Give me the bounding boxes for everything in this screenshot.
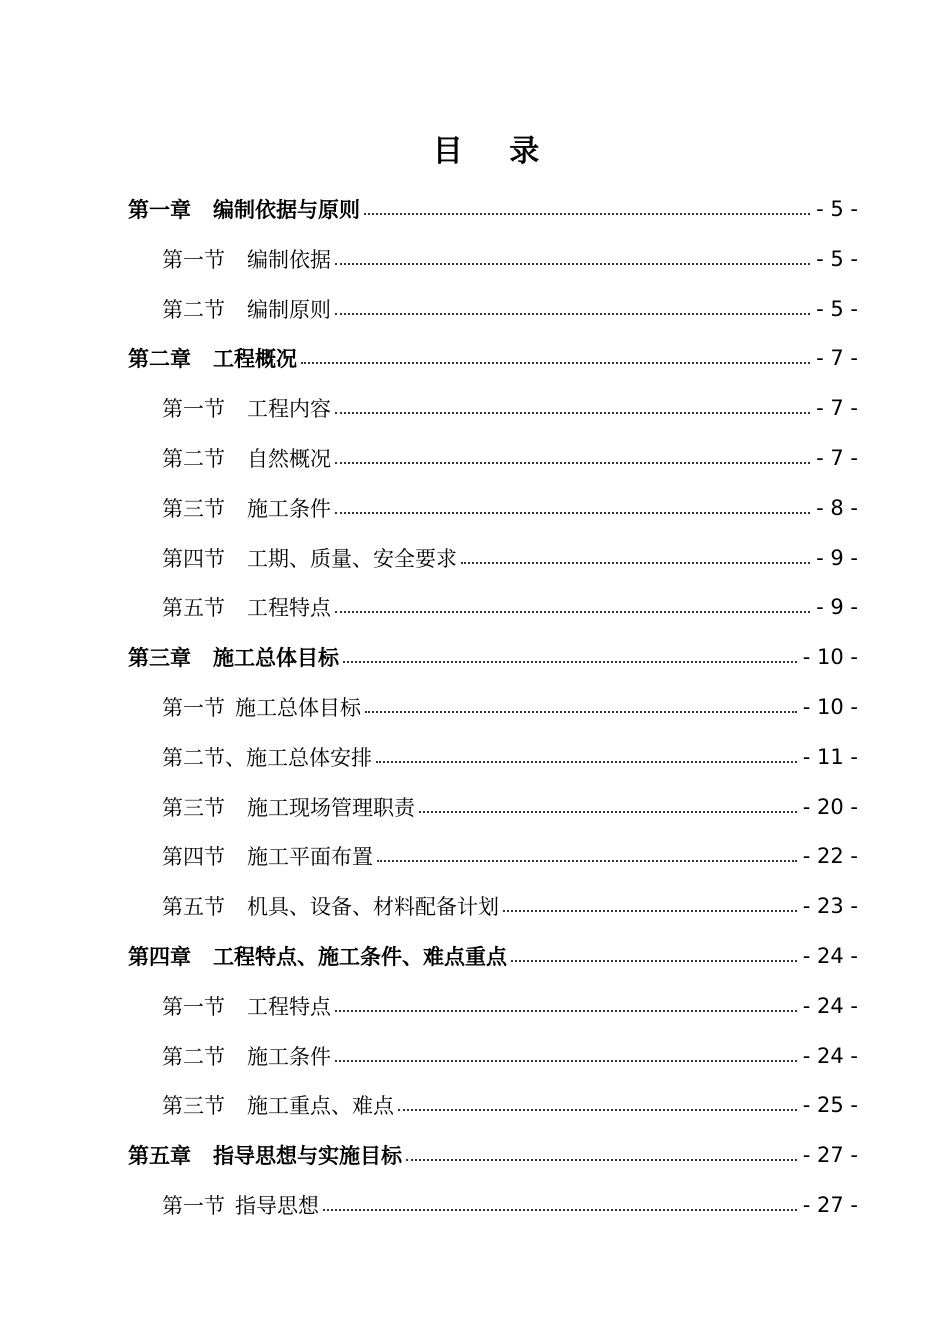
toc-dot-leader bbox=[406, 1159, 797, 1161]
toc-entry-label bbox=[128, 194, 360, 224]
toc-entry-page: - 10 - bbox=[802, 645, 858, 670]
toc-entry-section[interactable] bbox=[162, 682, 858, 732]
toc-entry-title: 编制依据与原则 bbox=[213, 198, 360, 222]
toc-entry-label bbox=[162, 493, 331, 523]
toc-entry-page: - 5 - bbox=[816, 246, 858, 271]
toc-entry-page: - 9 - bbox=[816, 545, 858, 570]
toc-entry-number: 第四章 bbox=[128, 945, 191, 969]
toc-entry-page: - 5 - bbox=[816, 197, 858, 221]
toc-entry-section[interactable] bbox=[162, 831, 858, 881]
toc-entry-page: - 7 - bbox=[816, 446, 858, 470]
toc-entry-section[interactable] bbox=[162, 483, 858, 533]
toc-entry-title: 施工总体安排 bbox=[246, 745, 372, 770]
toc-entry-section[interactable] bbox=[162, 1080, 858, 1130]
toc-entry-section[interactable] bbox=[162, 881, 858, 931]
toc-dot-leader bbox=[335, 412, 810, 414]
toc-entry-label bbox=[162, 891, 499, 921]
toc-entry-title: 施工条件 bbox=[247, 496, 331, 521]
toc-entry-section[interactable] bbox=[162, 284, 858, 334]
toc-entry-page: - 11 - bbox=[802, 744, 858, 769]
page-title: 目 录 bbox=[432, 134, 558, 169]
toc-entry-title: 编制依据 bbox=[247, 247, 331, 272]
toc-entry-label bbox=[162, 244, 331, 274]
toc-entry-section[interactable] bbox=[162, 1031, 858, 1081]
toc-entry-number: 第四节 bbox=[162, 546, 225, 571]
toc-entry-section[interactable] bbox=[162, 732, 858, 782]
toc-entry-number: 第二节 bbox=[162, 297, 225, 322]
toc-entry-number: 第五章 bbox=[128, 1144, 191, 1169]
toc-entry-title: 施工条件 bbox=[247, 1044, 331, 1069]
toc-entry-title: 工程概况 bbox=[213, 347, 297, 372]
toc-entry-page: - 27 - bbox=[802, 1193, 858, 1217]
toc-dot-leader bbox=[511, 960, 797, 962]
toc-entry-number: 第三节 bbox=[162, 795, 225, 820]
toc-entry-label bbox=[162, 841, 373, 871]
toc-entry-title: 施工总体目标 bbox=[235, 696, 361, 720]
toc-entry-title: 工程特点、施工条件、难点重点 bbox=[213, 945, 507, 969]
toc-entry-number: 第三节 bbox=[162, 496, 225, 521]
toc-dot-leader bbox=[365, 711, 797, 713]
toc-entry-section[interactable] bbox=[162, 533, 858, 583]
toc-entry-label bbox=[162, 543, 457, 573]
toc-entry-chapter[interactable] bbox=[128, 931, 858, 981]
toc-entry-label bbox=[162, 1190, 319, 1220]
toc-entry-chapter[interactable] bbox=[128, 333, 858, 383]
toc-entry-label bbox=[162, 592, 331, 622]
toc-entry-chapter[interactable] bbox=[128, 632, 858, 682]
toc-entry-page: - 25 - bbox=[802, 1093, 858, 1118]
toc-entry-page: - 7 - bbox=[816, 346, 858, 371]
toc-dot-leader bbox=[376, 761, 797, 763]
toc-entry-label bbox=[128, 941, 507, 971]
toc-entry-page: - 24 - bbox=[802, 1043, 858, 1068]
toc-entry-label bbox=[162, 742, 372, 772]
toc-entry-number: 第二章 bbox=[128, 347, 191, 372]
toc-entry-number: 第四节 bbox=[162, 845, 225, 870]
toc-entry-title: 自然概况 bbox=[247, 447, 331, 471]
toc-entry-title: 编制原则 bbox=[247, 297, 331, 322]
toc-dot-leader bbox=[335, 1010, 797, 1012]
toc-entry-number: 第一节 bbox=[162, 247, 225, 272]
toc-dot-leader bbox=[335, 263, 810, 265]
toc-entry-title: 施工现场管理职责 bbox=[247, 795, 415, 820]
toc-entry-chapter[interactable] bbox=[128, 1130, 858, 1180]
toc-entry-page: - 10 - bbox=[802, 695, 858, 719]
toc-entry-section[interactable] bbox=[162, 234, 858, 284]
toc-entry-page: - 24 - bbox=[802, 993, 858, 1018]
toc-dot-leader bbox=[461, 562, 810, 564]
toc-entry-title: 指导思想 bbox=[235, 1194, 319, 1218]
toc-entry-number: 第五节 bbox=[162, 895, 225, 920]
toc-entry-number: 第二节、 bbox=[162, 745, 246, 770]
toc-entry-title: 指导思想与实施目标 bbox=[213, 1144, 402, 1169]
toc-entry-title: 施工平面布置 bbox=[247, 845, 373, 870]
toc-entry-page: - 7 - bbox=[816, 396, 858, 421]
toc-dot-leader bbox=[335, 611, 810, 613]
toc-entry-number: 第一节 bbox=[162, 397, 225, 422]
toc-entry-page: - 5 - bbox=[816, 296, 858, 321]
toc-entry-title: 工程内容 bbox=[247, 397, 331, 422]
toc-entry-label bbox=[162, 393, 331, 423]
toc-entry-section[interactable] bbox=[162, 981, 858, 1031]
toc-entry-section[interactable] bbox=[162, 582, 858, 632]
toc-dot-leader bbox=[377, 860, 797, 862]
toc-dot-leader bbox=[335, 313, 810, 315]
toc-entry-title: 工期、质量、安全要求 bbox=[247, 546, 457, 571]
toc-entry-section[interactable] bbox=[162, 782, 858, 832]
toc-entry-page: - 9 - bbox=[816, 595, 858, 620]
toc-entry-label bbox=[162, 792, 415, 822]
toc-entry-title: 机具、设备、材料配备计划 bbox=[247, 895, 499, 920]
toc-entry-number: 第三章 bbox=[128, 646, 191, 671]
toc-entry-label bbox=[162, 1041, 331, 1071]
toc-entry-label bbox=[128, 1140, 402, 1170]
toc-entry-page: - 27 - bbox=[802, 1143, 858, 1168]
toc-entry-title: 工程特点 bbox=[247, 596, 331, 621]
toc-entry-label bbox=[162, 1090, 394, 1120]
toc-entry-label bbox=[162, 692, 361, 722]
toc-entry-page: - 22 - bbox=[802, 844, 858, 869]
toc-dot-leader bbox=[335, 512, 810, 514]
toc-entry-label bbox=[162, 294, 331, 324]
toc-entry-title: 工程特点 bbox=[247, 994, 331, 1019]
toc-entry-title: 施工总体目标 bbox=[213, 646, 339, 671]
toc-entry-number: 第五节 bbox=[162, 596, 225, 621]
toc-entry-label bbox=[128, 343, 297, 373]
toc-entry-number: 第一节 bbox=[162, 696, 225, 720]
toc-dot-leader bbox=[323, 1209, 797, 1211]
toc-dot-leader bbox=[364, 213, 810, 215]
toc-dot-leader bbox=[398, 1109, 797, 1111]
toc-entry-number: 第三节 bbox=[162, 1094, 225, 1119]
toc-entry-page: - 20 - bbox=[802, 794, 858, 819]
toc-dot-leader bbox=[301, 362, 810, 364]
toc-entry-number: 第二节 bbox=[162, 1044, 225, 1069]
toc-dot-leader bbox=[335, 462, 810, 464]
toc-dot-leader bbox=[335, 1060, 797, 1062]
toc-entry-page: - 24 - bbox=[802, 944, 858, 968]
toc-entry-page: - 8 - bbox=[816, 495, 858, 520]
toc-entry-section[interactable] bbox=[162, 383, 858, 433]
toc-dot-leader bbox=[503, 910, 797, 912]
toc-entry-chapter[interactable] bbox=[128, 184, 858, 234]
toc-entry-number: 第一节 bbox=[162, 994, 225, 1019]
toc-entry-number: 第一章 bbox=[128, 198, 191, 222]
toc-dot-leader bbox=[343, 661, 797, 663]
toc-entry-label bbox=[162, 443, 331, 473]
toc-entry-title: 施工重点、难点 bbox=[247, 1094, 394, 1119]
toc-dot-leader bbox=[419, 811, 797, 813]
toc-entry-page: - 23 - bbox=[802, 894, 858, 919]
toc-entry-label bbox=[128, 642, 339, 672]
toc-entry-label bbox=[162, 991, 331, 1021]
toc-entry-number: 第一节 bbox=[162, 1194, 225, 1218]
toc-entry-number: 第二节 bbox=[162, 447, 225, 471]
toc-entry-section[interactable] bbox=[162, 433, 858, 483]
toc-entry-section[interactable] bbox=[162, 1180, 858, 1230]
